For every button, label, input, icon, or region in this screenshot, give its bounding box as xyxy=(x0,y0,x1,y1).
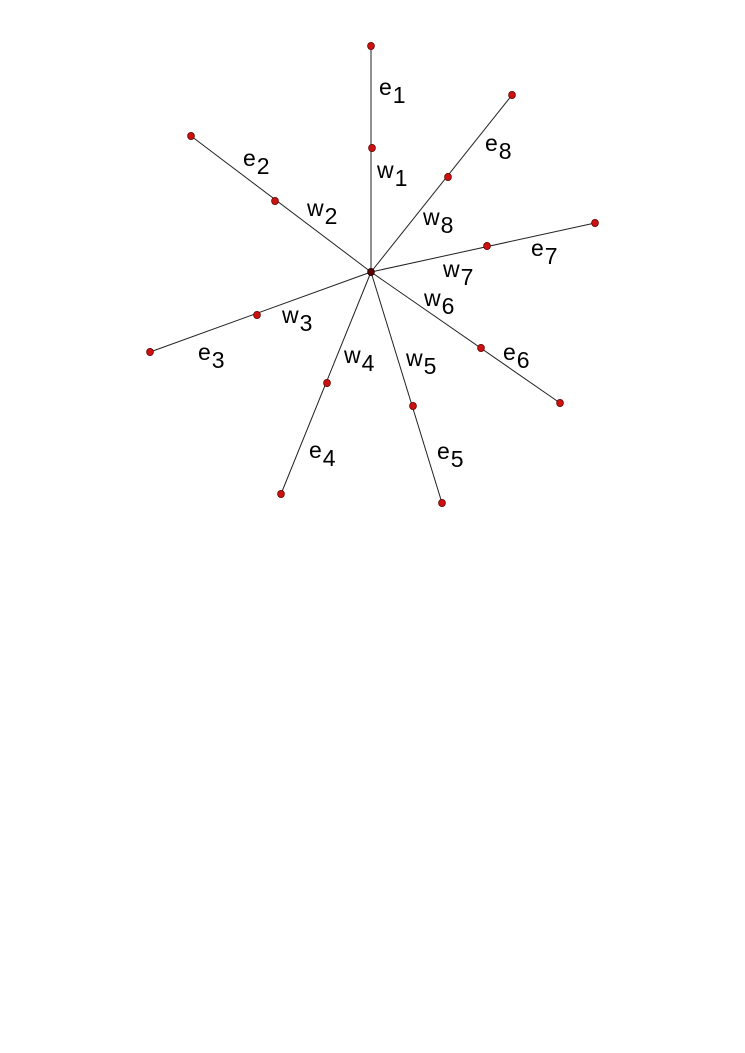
edge-index: 1 xyxy=(392,82,406,108)
edge-index: 5 xyxy=(450,446,464,472)
weight-index: 6 xyxy=(441,293,455,319)
endpoint-node-5 xyxy=(439,499,446,506)
midpoint-node-8 xyxy=(445,173,452,180)
edge-index: 6 xyxy=(516,347,530,373)
weight-index: 2 xyxy=(324,203,338,229)
weight-index: 8 xyxy=(440,212,454,238)
midpoint-node-6 xyxy=(478,344,485,351)
endpoint-node-2 xyxy=(188,132,195,139)
midpoint-node-7 xyxy=(484,242,491,249)
edge-label-4 xyxy=(309,437,336,471)
midpoint-node-3 xyxy=(254,311,261,318)
weight-letter: w xyxy=(344,342,361,368)
weight-label-5 xyxy=(405,345,436,379)
midpoint-node-5 xyxy=(410,402,417,409)
weight-letter: w xyxy=(406,345,423,371)
midpoint-node-1 xyxy=(369,144,376,151)
edge-letter: e xyxy=(309,437,322,463)
weight-letter: w xyxy=(377,157,394,183)
edge-letter: e xyxy=(379,74,392,100)
edge-letter: e xyxy=(503,339,516,365)
edge-index: 4 xyxy=(322,445,336,471)
endpoint-node-1 xyxy=(368,42,375,49)
weight-index: 3 xyxy=(299,310,313,336)
weight-index: 7 xyxy=(460,264,474,290)
weight-label-1 xyxy=(376,157,407,191)
edge-label-6 xyxy=(503,339,530,373)
edge-label-7 xyxy=(531,235,558,269)
edge-index: 7 xyxy=(544,243,558,269)
weight-letter: w xyxy=(307,195,324,221)
weight-letter: w xyxy=(423,204,440,230)
center-node xyxy=(368,268,375,275)
weight-label-4 xyxy=(343,342,375,376)
edge-index: 2 xyxy=(256,153,270,179)
edge-label-3 xyxy=(198,339,225,373)
weight-label-7 xyxy=(442,256,473,290)
edge-index: 8 xyxy=(498,138,512,164)
weight-label-6 xyxy=(423,285,454,319)
branch-line-2 xyxy=(191,136,371,272)
edge-letter: e xyxy=(437,438,450,464)
weight-label-2 xyxy=(306,195,337,229)
endpoint-node-7 xyxy=(592,219,599,226)
endpoint-node-4 xyxy=(278,490,285,497)
endpoint-node-3 xyxy=(147,348,154,355)
edge-letter: e xyxy=(198,339,211,365)
weight-index: 4 xyxy=(361,350,375,376)
weight-index: 5 xyxy=(423,353,437,379)
weight-letter: w xyxy=(424,285,441,311)
weight-label-8 xyxy=(422,204,453,238)
weight-letter: w xyxy=(443,256,460,282)
edge-letter: e xyxy=(243,145,256,171)
branch-line-6 xyxy=(371,272,560,403)
branch-line-3 xyxy=(150,272,371,352)
weight-label-3 xyxy=(281,302,312,336)
weight-index: 1 xyxy=(394,165,408,191)
midpoint-node-2 xyxy=(272,197,279,204)
edge-letter: e xyxy=(531,235,544,261)
weight-letter: w xyxy=(282,302,299,328)
midpoint-node-4 xyxy=(324,379,331,386)
edge-label-1 xyxy=(379,74,406,108)
edge-label-2 xyxy=(243,145,270,179)
edge-letter: e xyxy=(485,130,498,156)
edge-label-8 xyxy=(485,130,512,164)
endpoint-node-8 xyxy=(509,91,516,98)
endpoint-node-6 xyxy=(557,399,564,406)
edge-label-5 xyxy=(437,438,464,472)
edge-index: 3 xyxy=(211,347,225,373)
